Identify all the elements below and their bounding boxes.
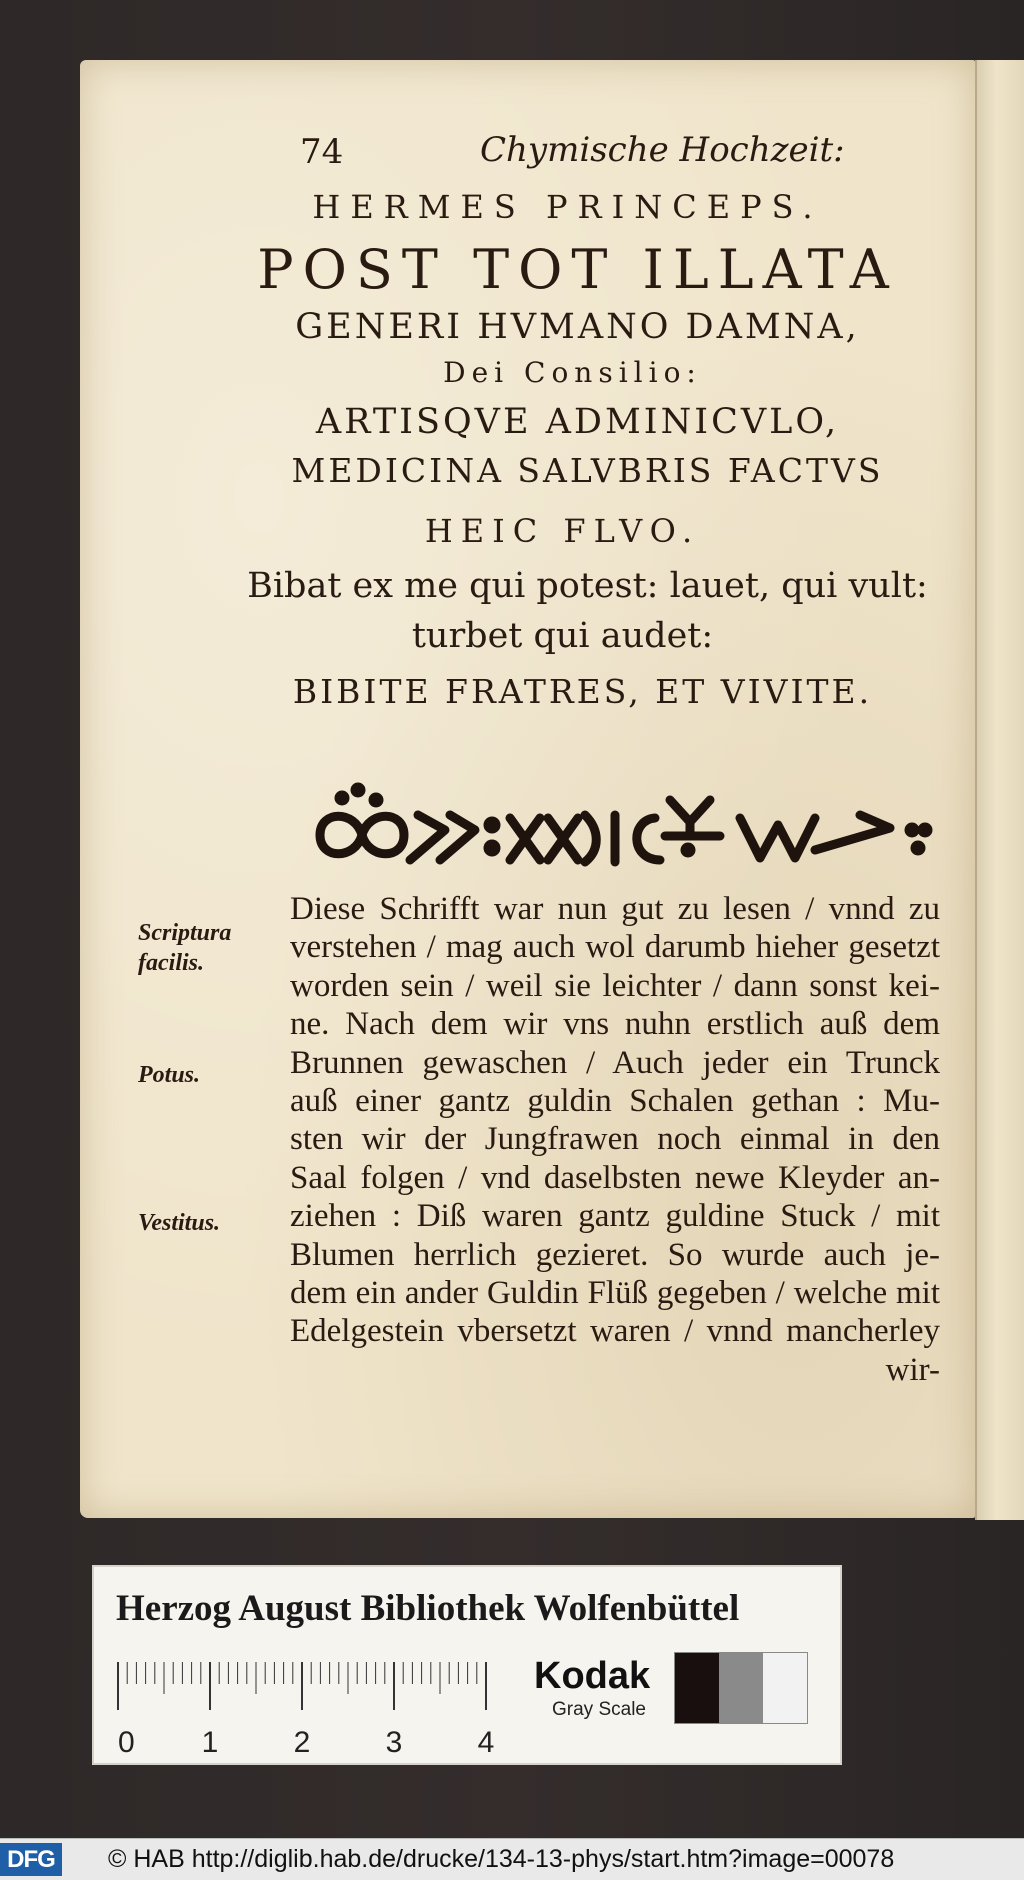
ruler <box>116 1662 496 1757</box>
gray-swatch <box>763 1653 807 1723</box>
inscription-line: BIBITE FRATRES, ET VIVITE. <box>292 672 873 711</box>
body-line: Diese Schrifft war nun gut zu lesen / vnnd zu <box>290 891 940 927</box>
body-line: ne. Nach dem wir vns nuhn erstlich auß dem <box>290 1006 940 1043</box>
catchword: wir- <box>885 1351 940 1388</box>
kodak-gray-scale-label: Gray Scale <box>552 1699 646 1720</box>
inscription-line: ARTISQVE ADMINICVLO, <box>315 402 840 442</box>
body-line: Brunnen gewaschen / Auch jeder ein Trunck <box>290 1044 940 1081</box>
dfg-logo: DFG <box>0 1843 62 1876</box>
footer-bar <box>0 1838 1024 1880</box>
body-line: Edelgestein vbersetzt waren / vnnd mancherley <box>290 1313 940 1350</box>
marginal-note-scriptura: Scriptura facilis. <box>138 920 232 976</box>
body-line: dem ein ander Guldin Flüß gegeben / welche mit <box>290 1275 940 1312</box>
body-line: sten wir der Jungfrawen noch einmal in den <box>290 1121 940 1158</box>
body-line: verstehen / mag auch wol darumb hieher gesetzt <box>290 929 940 966</box>
body-line: Blumen herrlich gezieret. So wurde auch je- <box>290 1236 940 1273</box>
gray-swatch <box>675 1653 719 1723</box>
body-text <box>290 890 940 1389</box>
next-page-edge <box>975 60 1024 1520</box>
body-line: Saal folgen / vnd daselbsten newe Kleyder an- <box>290 1159 940 1196</box>
running-head: Chymische Hochzeit: <box>480 130 845 170</box>
marginal-note-vestitus: Vestitus. <box>138 1210 221 1236</box>
page-number: 74 <box>300 132 344 172</box>
inscription-line: turbet qui audet: <box>411 616 714 656</box>
ruler-label: 3 <box>385 1726 403 1757</box>
inscription-line: HEIC FLVO. <box>424 512 701 550</box>
inscription-line: MEDICINA SALVBRIS FACTVS <box>291 451 884 490</box>
kodak-logo: Kodak <box>534 1655 651 1697</box>
cipher-symbols-image <box>300 770 940 880</box>
inscription-line: Dei Consilio: <box>443 356 702 389</box>
ruler-label: 4 <box>477 1726 495 1757</box>
ruler-label: 1 <box>201 1726 219 1757</box>
inscription-line: HERMES PRINCEPS. <box>312 188 823 226</box>
book-page <box>80 60 975 1518</box>
inscription-line: POST TOT ILLATA <box>257 238 898 301</box>
gray-swatch <box>719 1653 763 1723</box>
gray-scale-swatches <box>674 1652 808 1724</box>
body-line: auß einer gantz guldin Schalen gethan : Mu- <box>290 1083 940 1120</box>
body-line: ziehen : Diß waren gantz guldine Stuck / mit <box>290 1198 940 1235</box>
inscription-line: Bibat ex me qui potest: lauet, qui vult: <box>247 566 928 606</box>
library-name: Herzog August Bibliothek Wolfenbüttel <box>116 1588 740 1629</box>
copyright-link[interactable]: © HAB http://diglib.hab.de/drucke/134-13-phys/start.htm?image=00078 <box>108 1845 895 1873</box>
body-line: worden sein / weil sie leichter / dann sonst kei- <box>290 967 940 1004</box>
inscription-line: GENERI HVMANO DAMNA, <box>295 307 860 347</box>
ruler-label: 2 <box>293 1726 311 1757</box>
ruler-label: 0 <box>118 1726 135 1757</box>
marginal-note-potus: Potus. <box>138 1062 201 1088</box>
color-scale-strip <box>92 1565 842 1765</box>
